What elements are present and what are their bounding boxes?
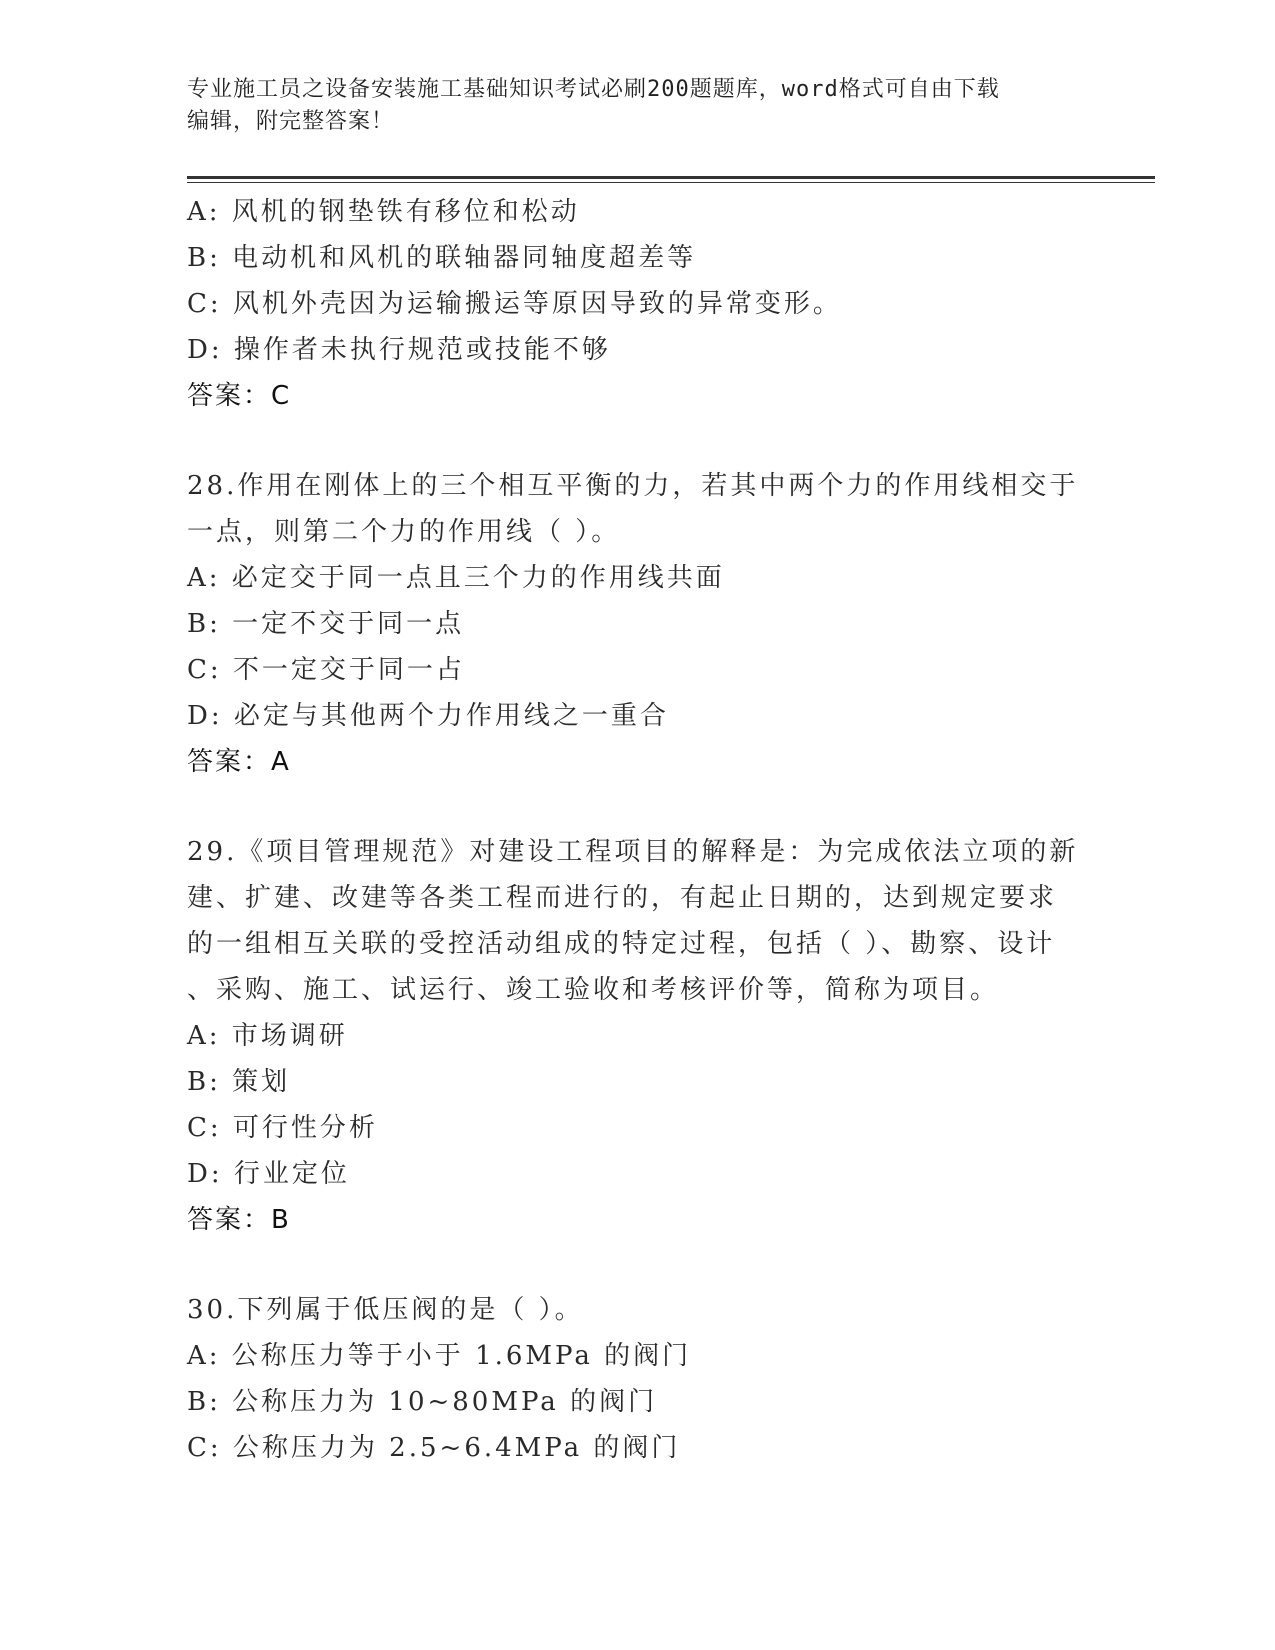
option-a: A: 风机的钢垫铁有移位和松动 <box>187 197 580 227</box>
option-d: D: 操作者未执行规范或技能不够 <box>187 335 611 365</box>
option-a: A: 市场调研 <box>187 1021 348 1051</box>
option-c: C: 可行性分析 <box>187 1113 378 1143</box>
question-spacer <box>187 785 1087 829</box>
option-d: D: 必定与其他两个力作用线之一重合 <box>187 701 669 731</box>
question-text-line: 一点，则第二个力的作用线（ ）。 <box>187 517 621 547</box>
option-b: B: 一定不交于同一点 <box>187 609 465 639</box>
option-b: B: 电动机和风机的联轴器同轴度超差等 <box>187 243 697 273</box>
question-spacer <box>187 419 1087 463</box>
document-header <box>187 74 1087 138</box>
option-d: D: 行业定位 <box>187 1159 350 1189</box>
question-text-line: 30.下列属于低压阀的是（ ）。 <box>187 1295 584 1325</box>
question-28 <box>187 463 1087 785</box>
option-b: B: 公称压力为 10~80MPa 的阀门 <box>187 1387 658 1417</box>
question-text-line: 28.作用在刚体上的三个相互平衡的力，若其中两个力的作用线相交于 <box>187 471 1079 501</box>
option-c: C: 风机外壳因为运输搬运等原因导致的异常变形。 <box>187 289 842 319</box>
option-c: C: 不一定交于同一占 <box>187 655 465 685</box>
header-title-line1: 专业施工员之设备安装施工基础知识考试必刷200题题库，word格式可自由下载 <box>187 77 1000 102</box>
question-list <box>187 189 1087 1471</box>
header-divider-thick <box>187 176 1155 179</box>
option-b: B: 策划 <box>187 1067 291 1097</box>
header-divider-thin <box>187 182 1155 183</box>
question-text-line: 的一组相互关联的受控活动组成的特定过程，包括（ ）、勘察、设计 <box>187 929 1056 959</box>
option-a: A: 必定交于同一点且三个力的作用线共面 <box>187 563 725 593</box>
question-spacer <box>187 1243 1087 1287</box>
option-c: C: 公称压力为 2.5~6.4MPa 的阀门 <box>187 1433 681 1463</box>
question-30 <box>187 1287 1087 1471</box>
option-a: A: 公称压力等于小于 1.6MPa 的阀门 <box>187 1341 692 1371</box>
answer-line: 答案：C <box>187 381 292 411</box>
header-title-line2: 编辑，附完整答案！ <box>187 109 395 134</box>
question-29 <box>187 829 1087 1243</box>
question-27 <box>187 189 1087 419</box>
answer-line: 答案：B <box>187 1205 291 1235</box>
question-text-line: 建、扩建、改建等各类工程而进行的，有起止日期的，达到规定要求 <box>187 883 1058 913</box>
question-text-line: 、采购、施工、试运行、竣工验收和考核评价等，简称为项目。 <box>187 975 1000 1005</box>
answer-line: 答案：A <box>187 747 291 777</box>
question-text-line: 29.《项目管理规范》对建设工程项目的解释是：为完成依法立项的新 <box>187 837 1079 867</box>
